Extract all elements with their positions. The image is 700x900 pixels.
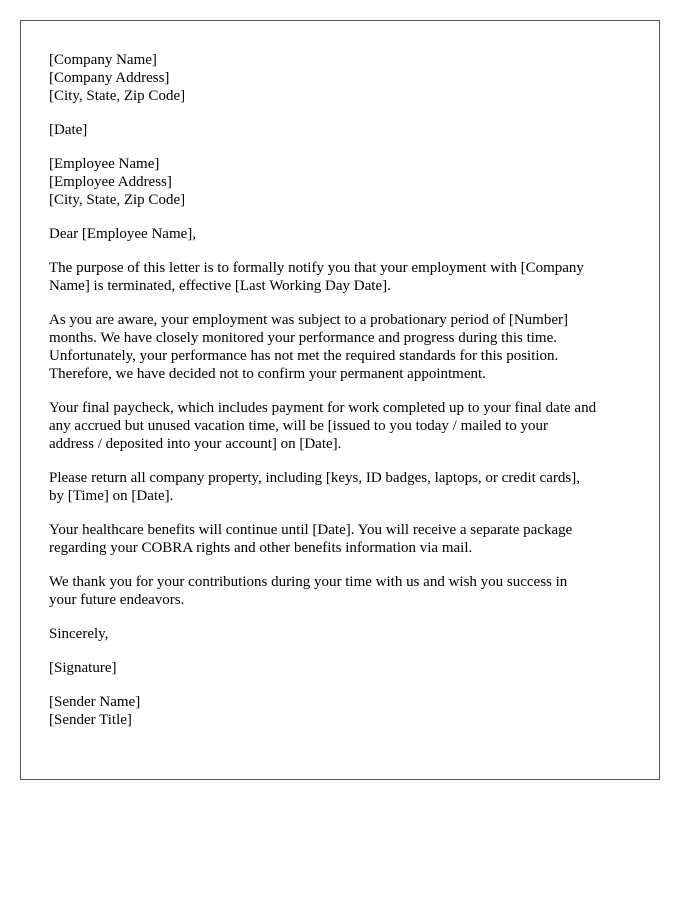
paragraph-thanks [49, 573, 631, 609]
closing-block [49, 625, 631, 643]
paragraph-line: Your final paycheck, which includes payment for work completed up to your final date and [49, 400, 597, 416]
paragraph-line: Your healthcare benefits will continue until [Date]. You will receive a separate package [49, 522, 573, 538]
paragraph-line: Therefore, we have decided not to confirm your permanent appointment. [49, 366, 486, 382]
paragraph-probation [49, 311, 631, 383]
employee-city-state-zip: [City, State, Zip Code] [49, 192, 186, 208]
salutation: Dear [Employee Name], [49, 226, 197, 242]
paragraph-line: Name] is terminated, effective [Last Working Day Date]. [49, 278, 391, 294]
signature: [Signature] [49, 660, 117, 676]
paragraph-line: your future endeavors. [49, 592, 185, 608]
sender-title: [Sender Title] [49, 712, 132, 728]
paragraph-line: As you are aware, your employment was subject to a probationary period of [Number] [49, 312, 569, 328]
recipient-address-block [49, 155, 631, 209]
letter-date: [Date] [49, 122, 88, 138]
company-address: [Company Address] [49, 70, 170, 86]
company-name: [Company Name] [49, 52, 157, 68]
company-city-state-zip: [City, State, Zip Code] [49, 88, 186, 104]
sender-block [49, 693, 631, 729]
letter-page [20, 20, 660, 780]
paragraph-line: address / deposited into your account] on [Date]. [49, 436, 342, 452]
paragraph-final-paycheck [49, 399, 631, 453]
paragraph-termination-notice [49, 259, 631, 295]
paragraph-line: regarding your COBRA rights and other benefits information via mail. [49, 540, 473, 556]
paragraph-healthcare-benefits [49, 521, 631, 557]
paragraph-line: We thank you for your contributions during your time with us and wish you success in [49, 574, 568, 590]
paragraph-line: by [Time] on [Date]. [49, 488, 174, 504]
sender-name: [Sender Name] [49, 694, 141, 710]
closing: Sincerely, [49, 626, 109, 642]
paragraph-line: The purpose of this letter is to formally notify you that your employment with [Company [49, 260, 584, 276]
paragraph-line: Unfortunately, your performance has not met the required standards for this position. [49, 348, 559, 364]
paragraph-line: months. We have closely monitored your performance and progress during this time. [49, 330, 557, 346]
date-block [49, 121, 631, 139]
paragraph-line: any accrued but unused vacation time, will be [issued to you today / mailed to your [49, 418, 549, 434]
sender-address-block [49, 51, 631, 105]
signature-block [49, 659, 631, 677]
paragraph-line: Please return all company property, including [keys, ID badges, laptops, or credit cards], [49, 470, 580, 486]
salutation-block [49, 225, 631, 243]
paragraph-company-property [49, 469, 631, 505]
employee-name: [Employee Name] [49, 156, 160, 172]
employee-address: [Employee Address] [49, 174, 172, 190]
